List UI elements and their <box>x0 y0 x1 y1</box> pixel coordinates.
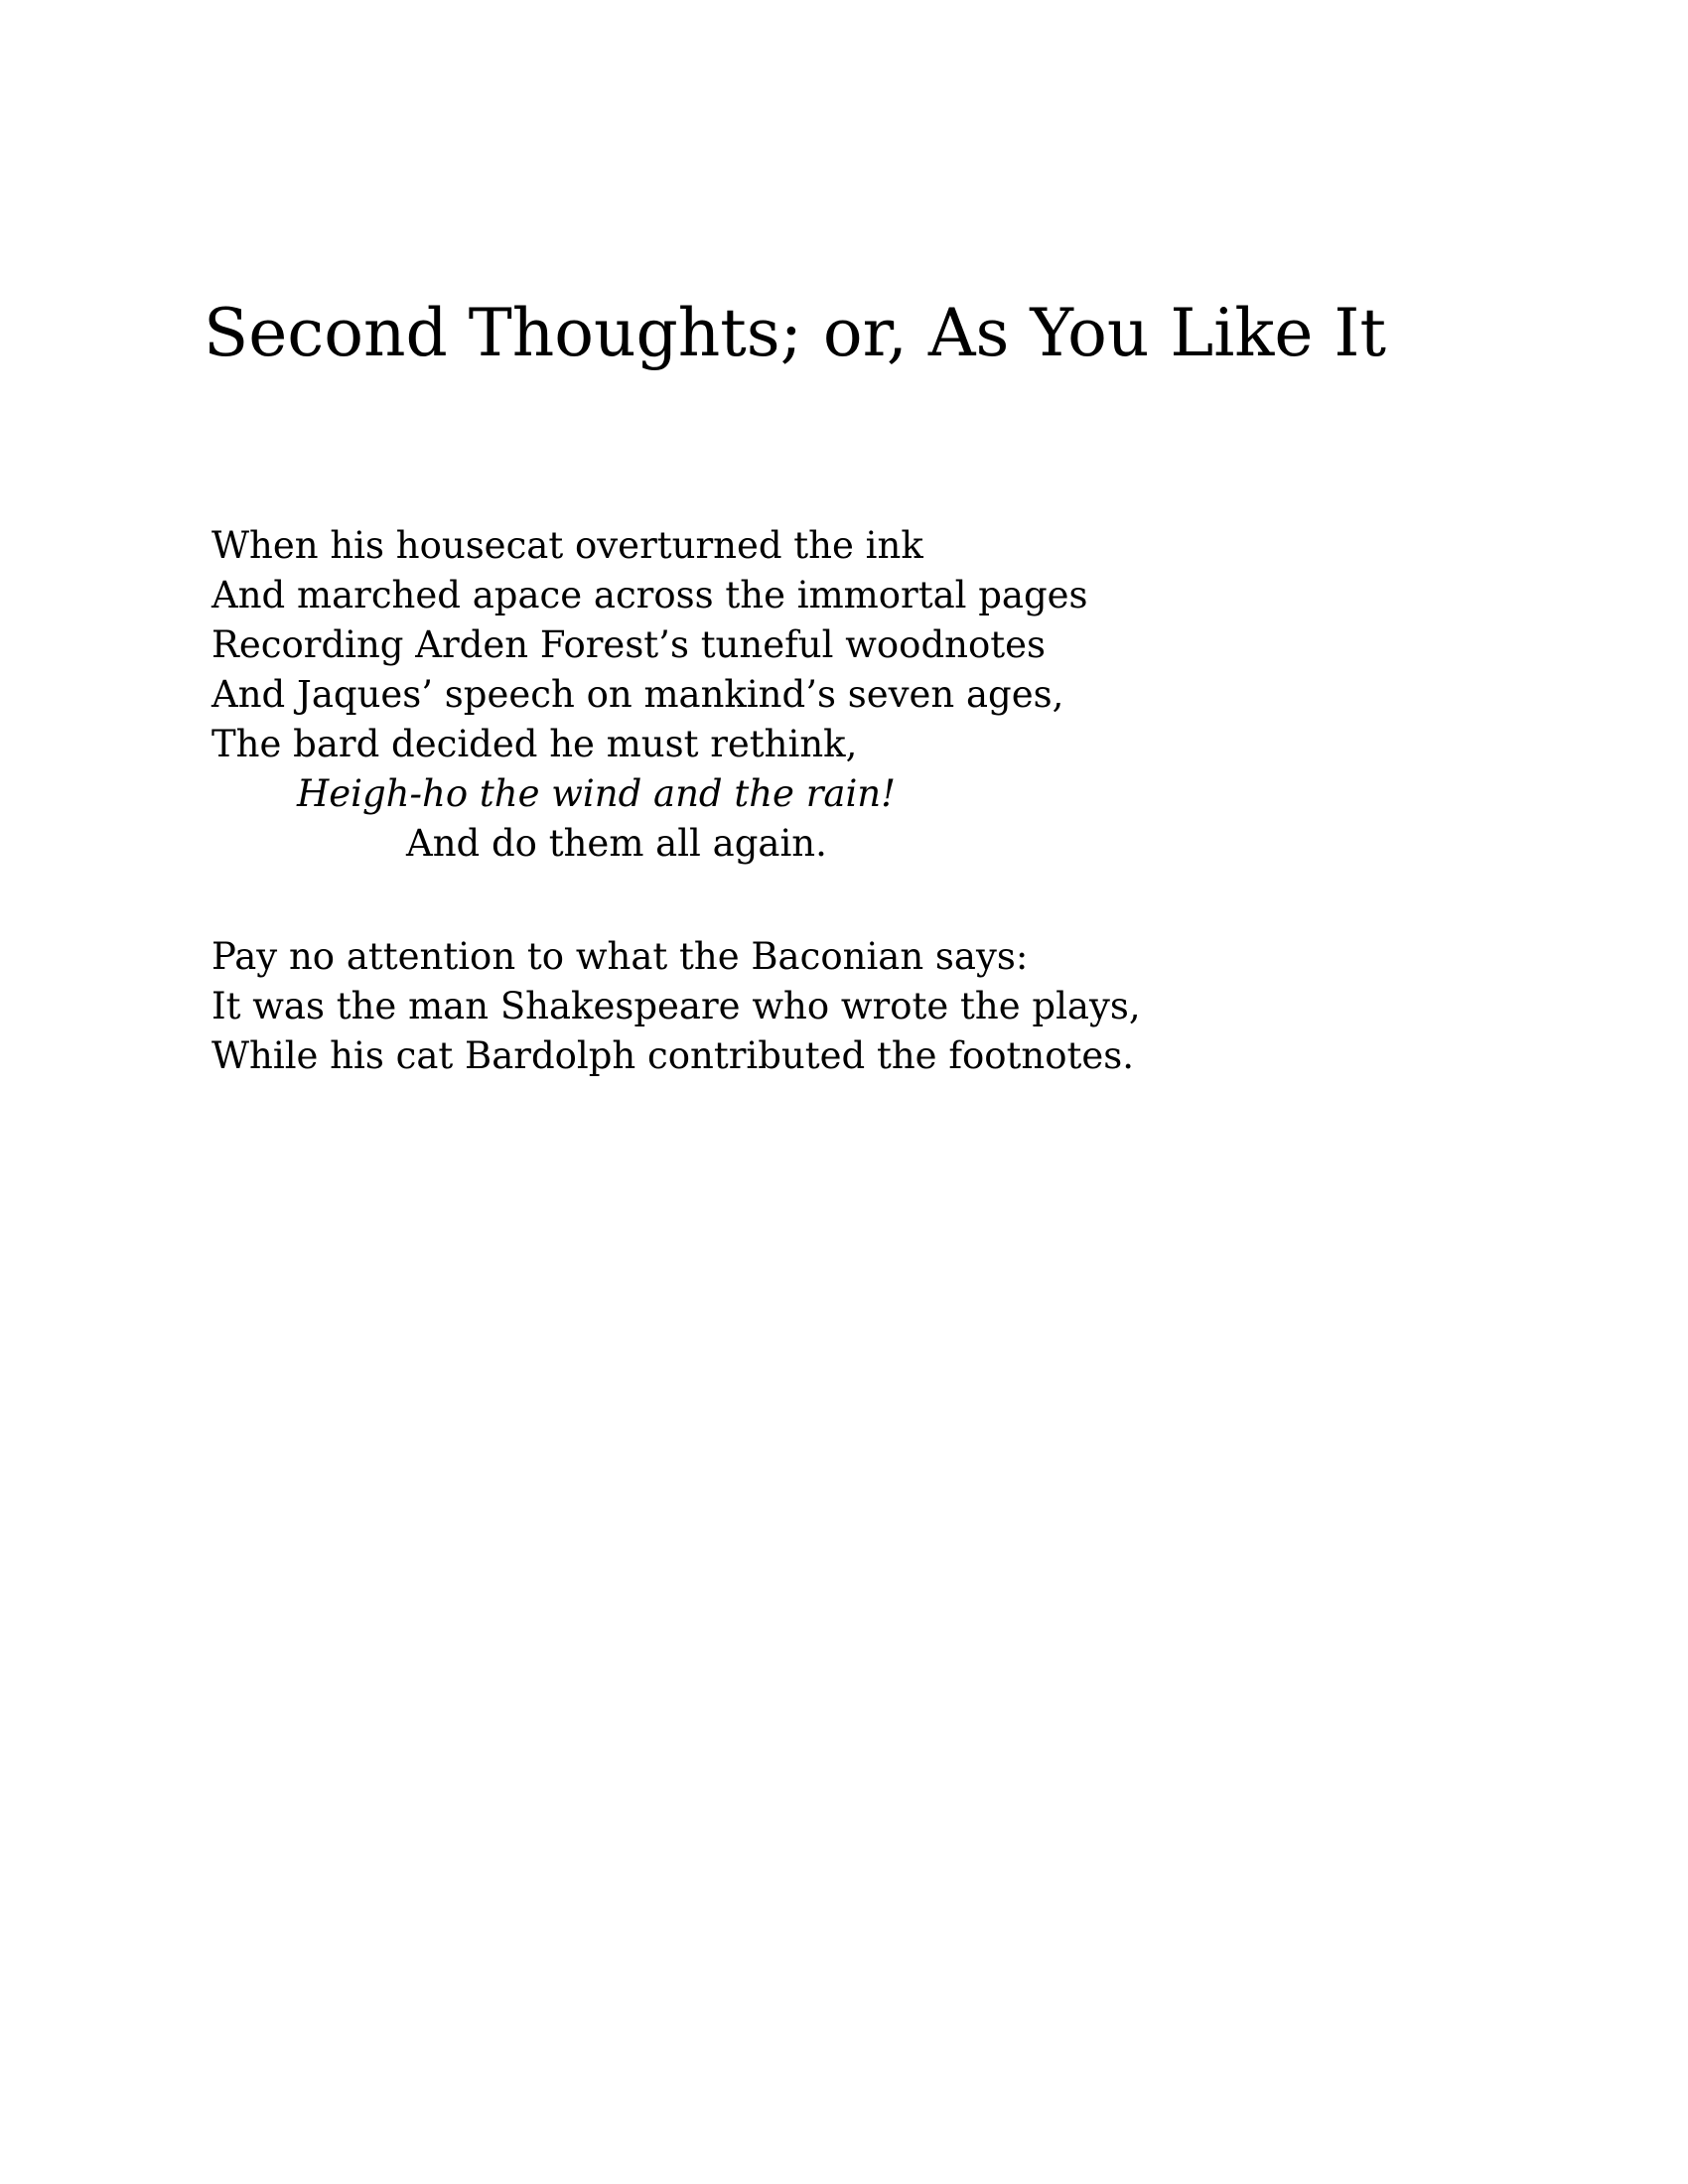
poem-indented-line: And do them all again. <box>406 822 827 865</box>
stanza-1 <box>211 521 1088 869</box>
poem-line: The bard decided he must rethink, <box>211 723 858 765</box>
poem-line: It was the man Shakespeare who wrote the plays, <box>211 985 1141 1027</box>
poem-line: Recording Arden Forest’s tuneful woodnotes <box>211 623 1046 666</box>
poem-line: When his housecat overturned the ink <box>211 524 923 567</box>
poem-title: Second Thoughts; or, As You Like It <box>204 295 1386 371</box>
stanza-2 <box>211 932 1141 1081</box>
poem-line: While his cat Bardolph contributed the footnotes. <box>211 1034 1135 1077</box>
poem-line: Pay no attention to what the Baconian says: <box>211 935 1029 978</box>
poem-refrain-line: Heigh-ho the wind and the rain! <box>297 772 896 815</box>
poem-line: And Jaques’ speech on mankind’s seven ages, <box>211 673 1064 716</box>
poem-line: And marched apace across the immortal pages <box>211 574 1088 616</box>
